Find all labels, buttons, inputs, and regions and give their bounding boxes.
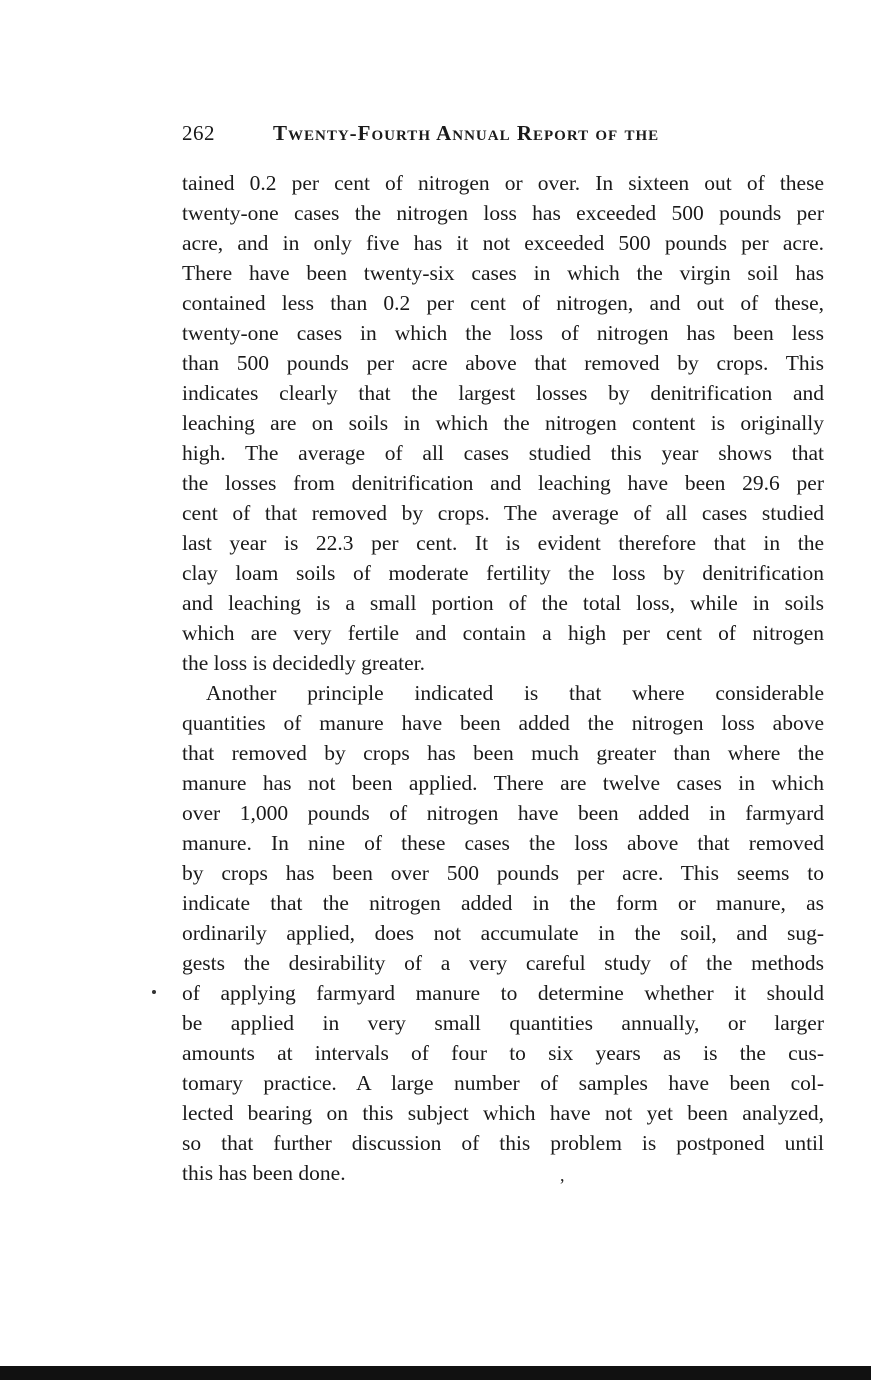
scan-edge-band xyxy=(0,1366,871,1380)
text-line: manure. In nine of these cases the loss above that removed xyxy=(182,831,824,855)
text-line: gests the desirability of a very careful study of the methods xyxy=(182,951,824,975)
text-line: high. The average of all cases studied this year shows that xyxy=(182,441,824,465)
text-line: twenty-one cases the nitrogen loss has exceeded 500 pounds per xyxy=(182,201,824,225)
text-line: than 500 pounds per acre above that removed by crops. This xyxy=(182,351,824,375)
text-line: clay loam soils of moderate fertility the loss by denitrification xyxy=(182,561,824,585)
text-line: There have been twenty-six cases in which the virgin soil has xyxy=(182,261,824,285)
text-line: twenty-one cases in which the loss of nitrogen has been less xyxy=(182,321,824,345)
text-line: the loss is decidedly greater. xyxy=(182,651,425,675)
text-line: this has been done. xyxy=(182,1161,346,1185)
text-line: acre, and in only five has it not exceeded 500 pounds per acre. xyxy=(182,231,824,255)
text-line: that removed by crops has been much greater than where the xyxy=(182,741,824,765)
text-line: indicates clearly that the largest losses by denitrification and xyxy=(182,381,824,405)
text-line: so that further discussion of this problem is postponed until xyxy=(182,1131,824,1155)
text-line: quantities of manure have been added the nitrogen loss above xyxy=(182,711,824,735)
text-line: tomary practice. A large number of samples have been col- xyxy=(182,1071,824,1095)
page-number: 262 xyxy=(182,121,215,145)
text-line: amounts at intervals of four to six years as is the cus- xyxy=(182,1041,824,1065)
text-line: tained 0.2 per cent of nitrogen or over. In sixteen out of these xyxy=(182,171,824,195)
text-line: leaching are on soils in which the nitrogen content is originally xyxy=(182,411,824,435)
text-line: be applied in very small quantities annually, or larger xyxy=(182,1011,824,1035)
text-line: which are very fertile and contain a high per cent of nitrogen xyxy=(182,621,824,645)
text-line: of applying farmyard manure to determine whether it should xyxy=(182,981,824,1005)
text-line: ordinarily applied, does not accumulate in the soil, and sug- xyxy=(182,921,824,945)
paragraph-1 xyxy=(182,168,824,678)
text-line: over 1,000 pounds of nitrogen have been added in farmyard xyxy=(182,801,824,825)
text-line: by crops has been over 500 pounds per acre. This seems to xyxy=(182,861,824,885)
text-line: Another principle indicated is that where considerable xyxy=(206,681,824,705)
stray-comma-mark: , xyxy=(560,1165,565,1185)
text-line: the losses from denitrification and leaching have been 29.6 per xyxy=(182,471,824,495)
body-text xyxy=(182,168,824,1188)
header-title: Twenty-Fourth Annual Report of the xyxy=(273,121,660,145)
text-line: manure has not been applied. There are twelve cases in which xyxy=(182,771,824,795)
text-line: contained less than 0.2 per cent of nitrogen, and out of these, xyxy=(182,291,824,315)
text-line: lected bearing on this subject which have not yet been analyzed, xyxy=(182,1101,824,1125)
running-head xyxy=(182,118,822,148)
paragraph-2 xyxy=(182,678,824,1188)
margin-dot xyxy=(152,990,156,994)
text-line: cent of that removed by crops. The average of all cases studied xyxy=(182,501,824,525)
text-line: indicate that the nitrogen added in the form or manure, as xyxy=(182,891,824,915)
text-line: last year is 22.3 per cent. It is evident therefore that in the xyxy=(182,531,824,555)
text-line: and leaching is a small portion of the total loss, while in soils xyxy=(182,591,824,615)
